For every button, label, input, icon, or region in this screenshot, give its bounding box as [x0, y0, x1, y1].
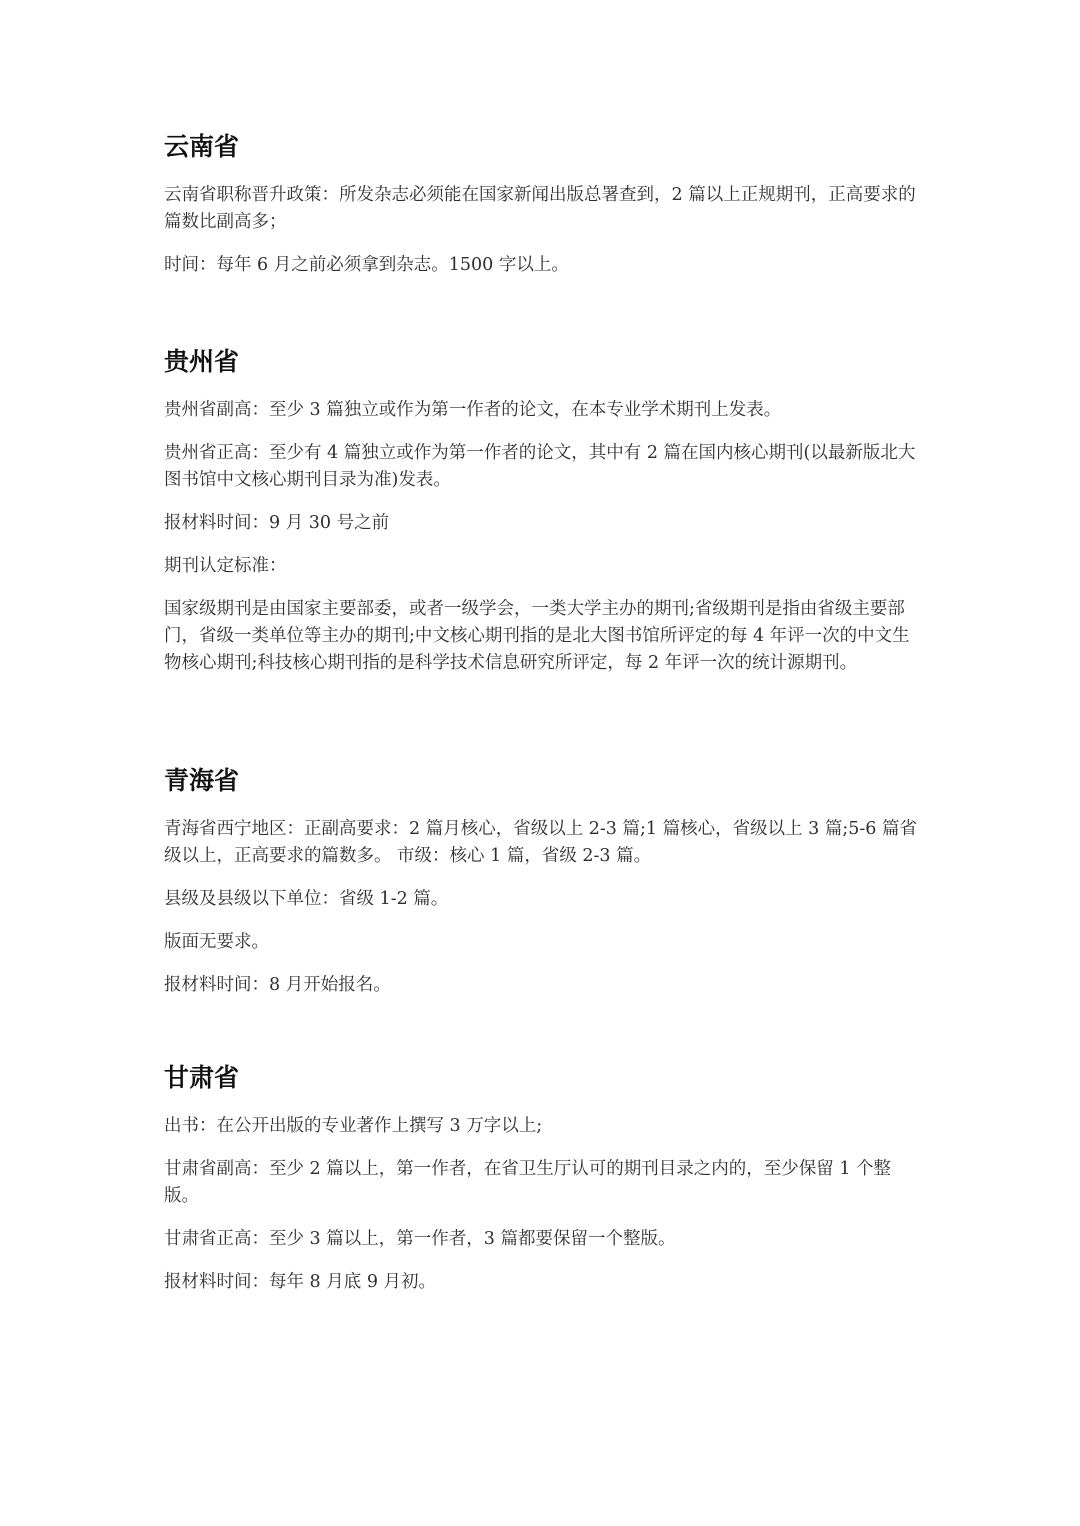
- section-gansu: [164, 1063, 924, 1296]
- qinghai-county-paragraph: 县级及县级以下单位：省级 1-2 篇。: [164, 889, 449, 909]
- qinghai-requirement-paragraph: 青海省西宁地区：正副高要求：2 篇月核心，省级以上 2-3 篇;1 篇核心，省级以上 3 篇;5-6 篇省级以上，正高要求的篇数多。 市级：核心 1 篇，省级 2-3 篇。: [164, 819, 917, 866]
- guizhou-standard-label: 期刊认定标准：: [164, 556, 287, 576]
- section-guizhou: [164, 347, 924, 677]
- guizhou-deadline-paragraph: 报材料时间：9 月 30 号之前: [164, 513, 390, 533]
- gansu-book-paragraph: 出书：在公开出版的专业著作上撰写 3 万字以上;: [164, 1116, 543, 1136]
- gansu-deputy-senior-paragraph: 甘肃省副高：至少 2 篇以上，第一作者，在省卫生厅认可的期刊目录之内的，至少保留 1 个整版。: [164, 1159, 892, 1206]
- yunnan-policy-paragraph: 云南省职称晋升政策：所发杂志必须能在国家新闻出版总署查到，2 篇以上正规期刊，正高要求的篇数比副高多；: [164, 185, 916, 232]
- qinghai-layout-paragraph: 版面无要求。: [164, 932, 269, 952]
- guizhou-senior-paragraph: 贵州省正高：至少有 4 篇独立或作为第一作者的论文，其中有 2 篇在国内核心期刊(以最新版北大图书馆中文核心期刊目录为准)发表。: [164, 443, 916, 490]
- section-heading-gansu: 甘肃省: [164, 1063, 240, 1092]
- section-heading-yunnan: 云南省: [164, 132, 240, 161]
- guizhou-deputy-senior-paragraph: 贵州省副高：至少 3 篇独立或作为第一作者的论文，在本专业学术期刊上发表。: [164, 400, 782, 420]
- yunnan-time-paragraph: 时间：每年 6 月之前必须拿到杂志。1500 字以上。: [164, 255, 569, 275]
- gansu-senior-paragraph: 甘肃省正高：至少 3 篇以上，第一作者，3 篇都要保留一个整版。: [164, 1229, 676, 1249]
- gansu-deadline-paragraph: 报材料时间：每年 8 月底 9 月初。: [164, 1272, 437, 1292]
- qinghai-deadline-paragraph: 报材料时间：8 月开始报名。: [164, 975, 391, 995]
- section-heading-guizhou: 贵州省: [164, 347, 240, 376]
- section-yunnan: [164, 132, 924, 279]
- section-qinghai: [164, 766, 924, 999]
- guizhou-standard-paragraph: 国家级期刊是由国家主要部委，或者一级学会，一类大学主办的期刊;省级期刊是指由省级主要部门，省级一类单位等主办的期刊;中文核心期刊指的是北大图书馆所评定的每 4 年评一次的中文生物核心期刊;科技核心期刊指的是科学技术信息研究所评定，每 2 年评一次的统计源期刊。: [164, 599, 910, 673]
- section-heading-qinghai: 青海省: [164, 766, 240, 795]
